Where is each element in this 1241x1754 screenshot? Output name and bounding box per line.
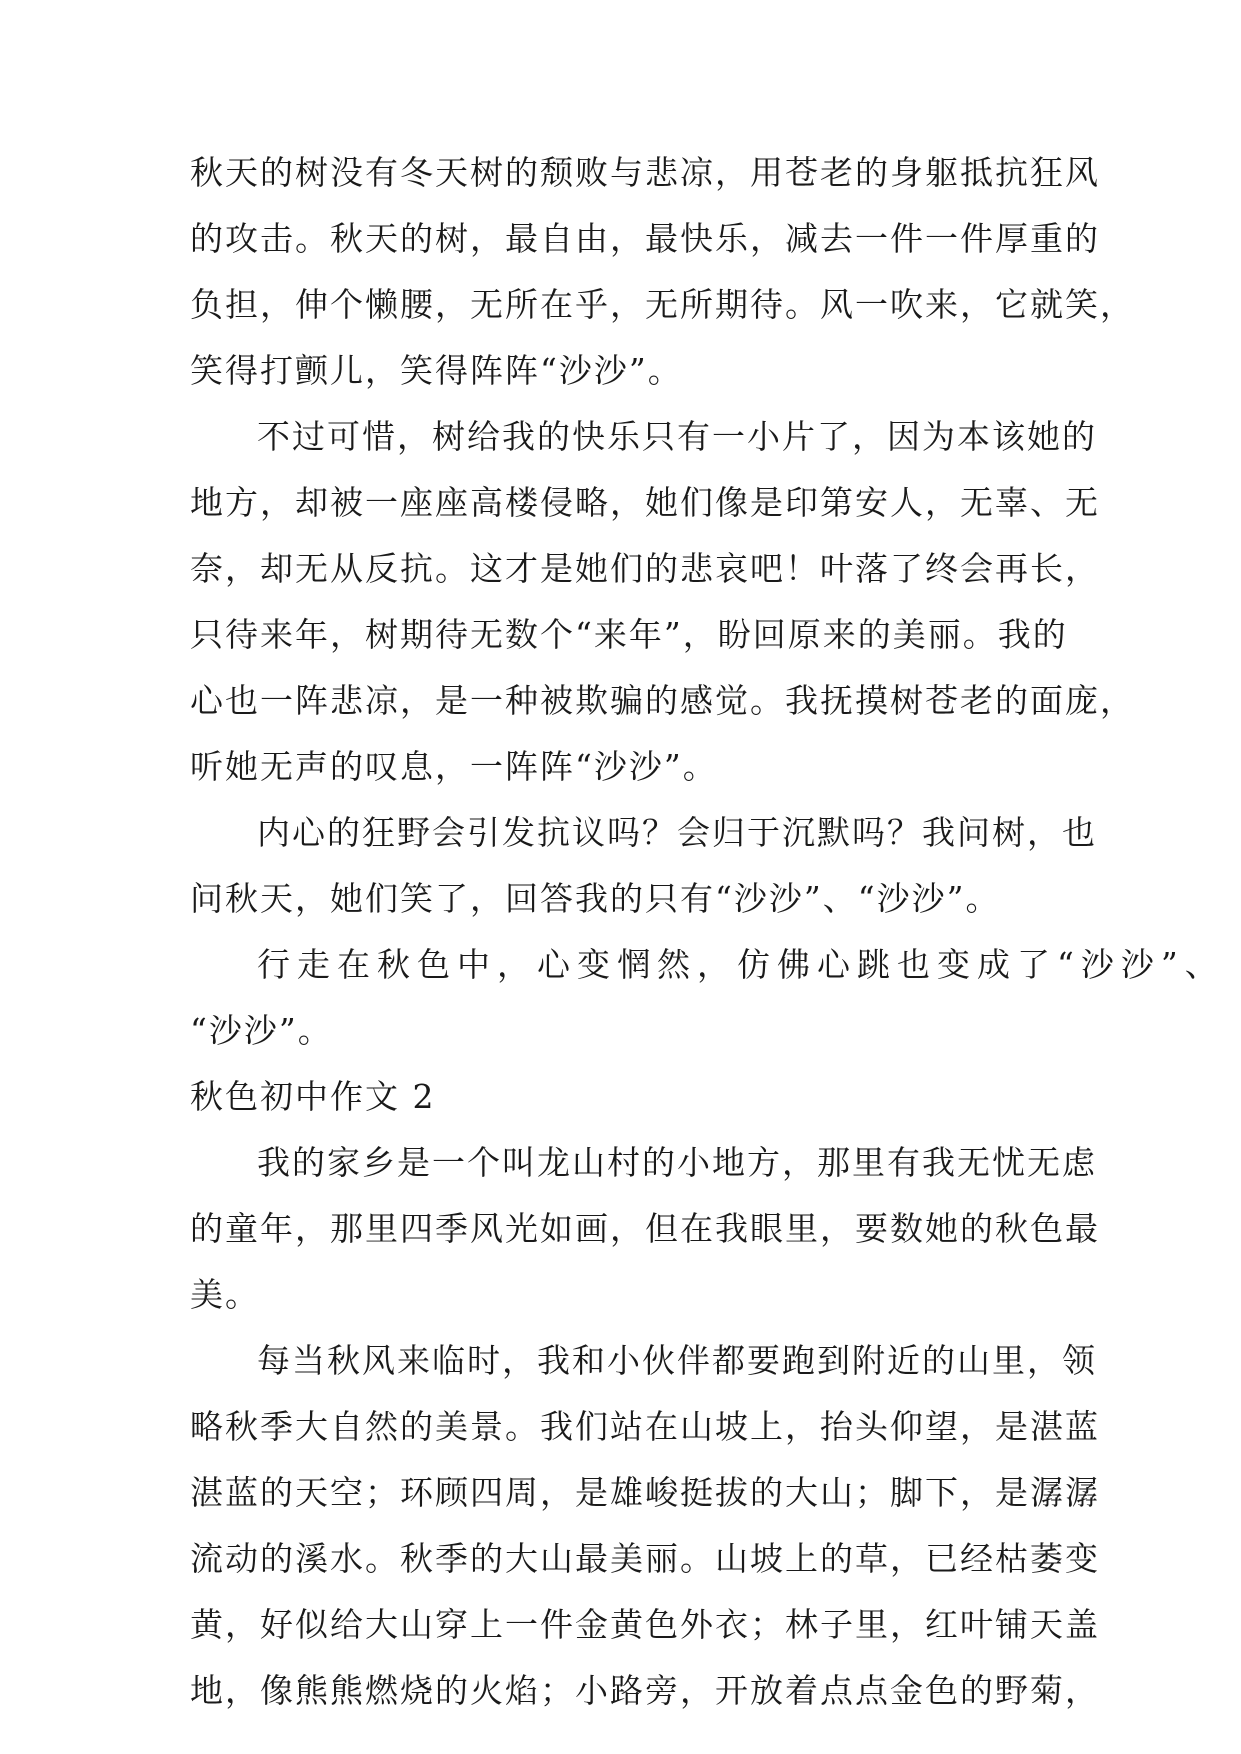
text-line: 美。 bbox=[190, 1275, 260, 1314]
text-line: 略秋季大自然的美景。我们站在山坡上，抬头仰望，是湛蓝 bbox=[190, 1407, 1100, 1446]
paragraph-first-line: 不过可惜，树给我的快乐只有一小片了，因为本该她的 bbox=[257, 417, 1097, 456]
text-line: 黄，好似给大山穿上一件金黄色外衣；林子里，红叶铺天盖 bbox=[190, 1605, 1100, 1644]
text-line: 心也一阵悲凉，是一种被欺骗的感觉。我抚摸树苍老的面庞， bbox=[190, 681, 1135, 720]
text-line: 只待来年，树期待无数个“来年”，盼回原来的美丽。我的 bbox=[190, 615, 1068, 654]
text-line: 笑得打颤儿，笑得阵阵“沙沙”。 bbox=[190, 351, 683, 390]
section-heading: 秋色初中作文 2 bbox=[190, 1077, 436, 1116]
text-line: 听她无声的叹息，一阵阵“沙沙”。 bbox=[190, 747, 718, 786]
text-line: “沙沙”。 bbox=[190, 1011, 333, 1050]
text-line: 秋天的树没有冬天树的颓败与悲凉，用苍老的身躯抵抗狂风 bbox=[190, 153, 1100, 192]
text-line: 的攻击。秋天的树，最自由，最快乐，减去一件一件厚重的 bbox=[190, 219, 1100, 258]
paragraph-first-line: 我的家乡是一个叫龙山村的小地方，那里有我无忧无虑 bbox=[257, 1143, 1097, 1182]
text-line: 地，像熊熊燃烧的火焰；小路旁，开放着点点金色的野菊， bbox=[190, 1671, 1100, 1710]
text-line: 的童年，那里四季风光如画，但在我眼里，要数她的秋色最 bbox=[190, 1209, 1100, 1248]
paragraph-first-line: 每当秋风来临时，我和小伙伴都要跑到附近的山里，领 bbox=[257, 1341, 1097, 1380]
text-line: 湛蓝的天空；环顾四周，是雄峻挺拔的大山；脚下，是潺潺 bbox=[190, 1473, 1100, 1512]
text-line: 地方，却被一座座高楼侵略，她们像是印第安人，无辜、无 bbox=[190, 483, 1100, 522]
text-line: 流动的溪水。秋季的大山最美丽。山坡上的草，已经枯萎变 bbox=[190, 1539, 1100, 1578]
text-line: 问秋天，她们笑了，回答我的只有“沙沙”、“沙沙”。 bbox=[190, 879, 1001, 918]
text-line: 奈，却无从反抗。这才是她们的悲哀吧！叶落了终会再长， bbox=[190, 549, 1100, 588]
text-line: 负担，伸个懒腰，无所在乎，无所期待。风一吹来，它就笑， bbox=[190, 285, 1135, 324]
paragraph-first-line: 内心的狂野会引发抗议吗？会归于沉默吗？我问树，也 bbox=[257, 813, 1097, 852]
paragraph-first-line: 行走在秋色中，心变惘然，仿佛心跳也变成了“沙沙”、 bbox=[257, 945, 1225, 984]
